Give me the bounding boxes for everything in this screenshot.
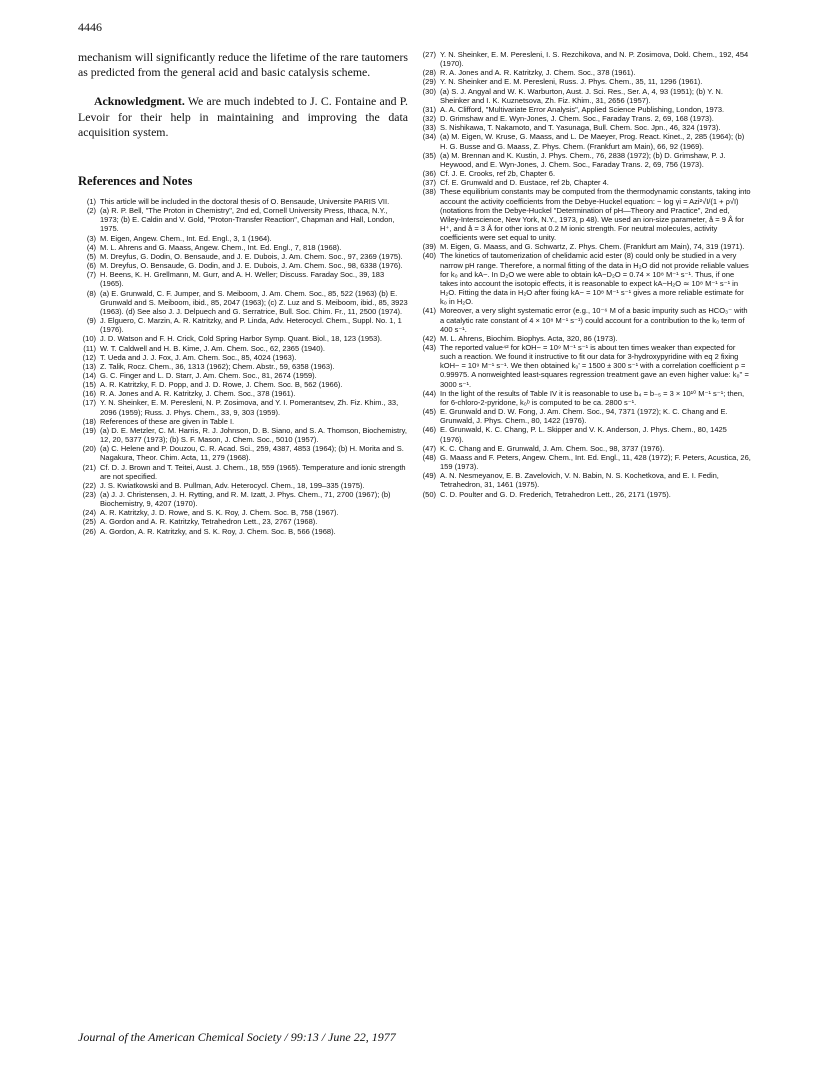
reference-item <box>78 527 408 536</box>
reference-number: (10) <box>82 334 96 344</box>
reference-text: References of these are given in Table I. <box>100 416 235 426</box>
reference-item <box>418 50 752 68</box>
reference-number: (15) <box>82 380 96 390</box>
reference-text: (a) J. J. Christensen, J. H. Rytting, and R. M. Izatt, J. Phys. Chem., 71, 2700 (1967); (b) Biochemistry, 9, 4207 (1970). <box>100 490 391 509</box>
reference-item <box>78 426 408 444</box>
reference-item <box>78 380 408 389</box>
reference-number: (49) <box>422 471 436 481</box>
reference-item <box>78 344 408 353</box>
reference-text: T. Ueda and J. J. Fox, J. Am. Chem. Soc., 85, 4024 (1963). <box>100 352 297 362</box>
reference-number: (23) <box>82 490 96 500</box>
reference-text: S. Nishikawa, T. Nakamoto, and T. Yasunaga, Bull. Chem. Soc. Jpn., 46, 324 (1973). <box>440 123 721 133</box>
reference-item <box>78 289 408 316</box>
reference-text: A. Gordon and A. R. Katritzky, Tetrahedron Lett., 23, 2767 (1968). <box>100 517 318 527</box>
reference-text: Z. Talik, Rocz. Chem., 36, 1313 (1962); Chem. Abstr., 59, 6358 (1963). <box>100 361 335 371</box>
reference-item <box>78 334 408 343</box>
reference-text: A. N. Nesmeyanov, E. B. Zavelovich, V. N. Babin, N. S. Kochetkova, and E. I. Fedin, Tetrahedron, 31, 1461 (1975). <box>440 471 719 490</box>
reference-item <box>78 252 408 261</box>
reference-number: (2) <box>86 206 96 216</box>
reference-text: D. Grimshaw and E. Wyn-Jones, J. Chem. Soc., Faraday Trans. 2, 69, 168 (1973). <box>440 114 714 124</box>
reference-text: R. A. Jones and A. R. Katritzky, J. Chem. Soc., 378 (1961). <box>100 389 296 399</box>
reference-text: M. Dreyfus, O. Bensaude, G. Dodin, and J. E. Dubois, J. Am. Chem. Soc., 98, 6338 (1976). <box>100 261 403 271</box>
reference-number: (3) <box>86 233 96 243</box>
reference-text: E. Grunwald, K. C. Chang, P. L. Skipper and V. K. Anderson, J. Phys. Chem., 80, 1425 (1976). <box>440 425 727 444</box>
reference-item <box>418 68 752 77</box>
reference-item <box>418 114 752 123</box>
reference-item <box>78 197 408 206</box>
reference-item <box>418 425 752 443</box>
reference-item <box>418 444 752 453</box>
acknowledgment-text: We are much indebted to J. C. Fontaine and P. Levoir for their help in maintaining and improving the data acquisition system. <box>78 94 408 139</box>
reference-number: (39) <box>422 242 436 252</box>
reference-item <box>418 87 752 105</box>
reference-number: (17) <box>82 398 96 408</box>
reference-text: The kinetics of tautomerization of chelidamic acid ester (8) could only be studied in a very narrow pH range. Therefore, a normal fitting of the data in H₂O did not provide reliable values for k₀ and kA−. In D₂O we were able to obtain kA−D₂O = 0.74 × 10⁸ M⁻¹ s⁻¹. Thus, if one takes into account the isotopic effects, it is reasonable to expect kA−H₂O ≃ 10⁸ M⁻¹ s⁻¹ in H₂O. Fitting the data in H₂O after fixing kA− = 10⁸ M⁻¹ s⁻¹ gives a more reliable estimate for k₀ in H₂O. <box>440 251 749 307</box>
reference-number: (36) <box>422 169 436 179</box>
reference-item <box>78 353 408 362</box>
reference-text: Y. N. Sheinker and E. M. Peresleni, Russ. J. Phys. Chem., 35, 11, 1296 (1961). <box>440 77 703 87</box>
reference-item <box>418 490 752 499</box>
reference-text: R. A. Jones and A. R. Katritzky, J. Chem. Soc., 378 (1961). <box>440 68 636 78</box>
reference-item <box>418 242 752 251</box>
reference-number: (8) <box>86 288 96 298</box>
reference-number: (4) <box>86 242 96 252</box>
reference-text: Moreover, a very slight systematic error (e.g., 10⁻⁶ M of a basic impurity such as HCO₃⁻ with a catalytic rate constant of 4 × 10⁸ M⁻¹ s⁻¹) could account for a contribution to the k₀ term of 400 s⁻¹. <box>440 306 748 334</box>
reference-text: Cf. D. J. Brown and T. Teitei, Aust. J. Chem., 18, 559 (1965). Temperature and ionic strength are not specified. <box>100 462 406 481</box>
reference-item <box>418 105 752 114</box>
reference-number: (18) <box>82 416 96 426</box>
reference-text: J. S. Kwiatkowski and B. Pullman, Adv. Heterocycl. Chem., 18, 199–335 (1975). <box>100 480 365 490</box>
reference-number: (13) <box>82 361 96 371</box>
reference-item <box>78 517 408 526</box>
reference-item <box>418 407 752 425</box>
reference-item <box>78 234 408 243</box>
reference-number: (47) <box>422 443 436 453</box>
reference-text: G. C. Finger and L. D. Starr, J. Am. Chem. Soc., 81, 2674 (1959). <box>100 370 317 380</box>
reference-item <box>78 316 408 334</box>
reference-number: (1) <box>86 197 96 207</box>
reference-number: (38) <box>422 187 436 197</box>
reference-text: J. Elguero, C. Marzin, A. R. Katritzky, and P. Linda, Adv. Heterocycl. Chem., Suppl. No. 1, 1 (1976). <box>100 316 402 335</box>
reference-text: A. Gordon, A. R. Katritzky, and S. K. Roy, J. Chem. Soc. B, 566 (1968). <box>100 526 336 536</box>
reference-number: (35) <box>422 150 436 160</box>
reference-text: Y. N. Sheinker, E. M. Peresleni, I. S. Rezchikova, and N. P. Zosimova, Dokl. Chem., 192, 454 (1970). <box>440 50 749 69</box>
reference-text: A. R. Katritzky, F. D. Popp, and J. D. Rowe, J. Chem. Soc. B, 562 (1966). <box>100 380 343 390</box>
reference-number: (14) <box>82 370 96 380</box>
reference-item <box>418 251 752 306</box>
reference-number: (32) <box>422 114 436 124</box>
reference-item <box>418 123 752 132</box>
reference-number: (40) <box>422 251 436 261</box>
reference-number: (20) <box>82 444 96 454</box>
reference-text: M. L. Ahrens, Biochim. Biophys. Acta, 320, 86 (1973). <box>440 333 618 343</box>
reference-text: This article will be included in the doctoral thesis of O. Bensaude, Universite PARIS VII. <box>100 197 390 207</box>
reference-item <box>78 490 408 508</box>
references-heading: References and Notes <box>78 174 193 189</box>
reference-text: Y. N. Sheinker, E. M. Peresleni, N. P. Zosimova, and Y. I. Pomerantsev, Zh. Fiz. Khim., 33, 2096 (1959); Russ. J. Phys. Chem., 33, 9, 303 (1959). <box>100 398 399 417</box>
reference-number: (48) <box>422 452 436 462</box>
reference-number: (41) <box>422 306 436 316</box>
acknowledgment-paragraph <box>78 94 408 140</box>
reference-item <box>418 343 752 389</box>
reference-number: (6) <box>86 261 96 271</box>
reference-text: M. Eigen, G. Maass, and G. Schwartz, Z. Phys. Chem. (Frankfurt am Main), 74, 319 (1971). <box>440 242 745 252</box>
reference-text: M. Eigen, Angew. Chem., Int. Ed. Engl., 3, 1 (1964). <box>100 233 272 243</box>
reference-item <box>78 270 408 288</box>
reference-item <box>78 481 408 490</box>
reference-item <box>78 371 408 380</box>
reference-number: (30) <box>422 86 436 96</box>
reference-number: (24) <box>82 508 96 518</box>
reference-number: (19) <box>82 425 96 435</box>
acknowledgment-label: Acknowledgment. <box>94 94 185 109</box>
intro-paragraph: mechanism will significantly reduce the lifetime of the rare tautomers as predicted from the general acid and basic catalysis scheme. <box>78 50 408 80</box>
reference-item <box>418 389 752 407</box>
reference-text: M. L. Ahrens and G. Maass, Angew. Chem., Int. Ed. Engl., 7, 818 (1968). <box>100 242 342 252</box>
right-column <box>418 50 752 499</box>
references-list-left <box>78 197 408 536</box>
reference-item <box>78 417 408 426</box>
reference-text: Cf. J. E. Crooks, ref 2b, Chapter 6. <box>440 169 556 179</box>
reference-number: (21) <box>82 462 96 472</box>
references-list-right <box>418 50 752 499</box>
reference-text: M. Dreyfus, G. Dodin, O. Bensaude, and J. E. Dubois, J. Am. Chem. Soc., 97, 2369 (1975). <box>100 251 403 261</box>
reference-text: K. C. Chang and E. Grunwald, J. Am. Chem. Soc., 98, 3737 (1976). <box>440 443 665 453</box>
reference-number: (34) <box>422 132 436 142</box>
reference-text: H. Beens, K. H. Grellmann, M. Gurr, and A. H. Weller; Discuss. Faraday Soc., 39, 183 (1965). <box>100 270 385 289</box>
reference-item <box>78 261 408 270</box>
reference-number: (42) <box>422 333 436 343</box>
reference-number: (46) <box>422 425 436 435</box>
reference-item <box>418 334 752 343</box>
page-number: 4446 <box>78 20 102 34</box>
reference-item <box>418 77 752 86</box>
reference-number: (28) <box>422 68 436 78</box>
reference-item <box>78 206 408 233</box>
reference-number: (31) <box>422 104 436 114</box>
reference-text: G. Maass and F. Peters, Angew. Chem., Int. Ed. Engl., 11, 428 (1972); F. Peters, Acustica, 26, 159 (1973). <box>440 452 751 472</box>
reference-number: (44) <box>422 388 436 398</box>
reference-text: The reported value⁴² for kOH− = 10⁹ M⁻¹ s⁻¹ is about ten times weaker than expected for such a reaction. We found it instructive to fit our data for 3-hydroxypyridine with eq 2 fixing kOH− = 10⁹ M⁻¹ s⁻¹. We then obtained k₀' = 1500 ± 300 s⁻¹ with a correlation coefficient ρ = 0.99975. A nonweighted least-squares regression treatment gave an even higher value: k₀'' = 3000 s⁻¹. <box>440 343 749 389</box>
reference-text: (a) M. Eigen, W. Kruse, G. Maass, and L. De Maeyer, Prog. React. Kinet., 2, 285 (1964); (b) H. G. Busse and G. Maass, Z. Phys. Chem. (Frankfurt am Main), 66, 92 (1969). <box>440 132 745 151</box>
reference-number: (12) <box>82 352 96 362</box>
reference-text: A. A. Clifford, "Multivariate Error Analysis", Applied Science Publishing, London, 1973. <box>440 104 725 114</box>
reference-text: (a) S. J. Angyal and W. K. Warburton, Aust. J. Sci. Res., Ser. A, 4, 93 (1951); (b) Y. N. Sheinker and I. K. Kuznetsova, Zh. Fiz. Khim., 31, 2656 (1957). <box>440 86 723 105</box>
reference-text: J. D. Watson and F. H. Crick, Cold Spring Harbor Symp. Quant. Biol., 18, 123 (1953). <box>100 334 382 344</box>
reference-text: These equilibrium constants may be computed from the thermodynamic constants, taking into account the activity coefficients from the Debye-Huckel equation: − log γi = Azi²√I/(1 + ρ√I) (notations from the Debye-Huckel "Determination of pH—Theory and Practice", 2nd ed, Wiley-Interscience, New York, N.Y., 1973, p 48). We used an ion-size parameter, å = 9 Å for H⁺, and å = 3 Å for other ions at 0.2 M ionic strength. For neutral molecules, activity coefficients were set equal to unity. <box>440 187 751 243</box>
reference-number: (25) <box>82 517 96 527</box>
reference-number: (43) <box>422 343 436 352</box>
reference-text: (a) D. E. Metzler, C. M. Harris, R. J. Johnson, D. B. Siano, and S. A. Thomson, Biochemistry, 12, 20, 5377 (1973); (b) S. F. Mason, J. Chem. Soc., 5010 (1957). <box>100 425 407 445</box>
reference-number: (7) <box>86 270 96 280</box>
reference-item <box>418 471 752 489</box>
reference-item <box>78 508 408 517</box>
reference-item <box>78 463 408 481</box>
reference-item <box>418 132 752 150</box>
reference-text: (a) E. Grunwald, C. F. Jumper, and S. Meiboom, J. Am. Chem. Soc., 85, 522 (1963) (b) E. Grunwald and S. Meiboom, ibid., 85, 2047 (1963); (c) Z. Luz and S. Meiboom, ibid., 85, 3923 (1963). (d) See also J. J. Delpuech and G. Serratrice, Bull. Soc. Chim. Fr., 11, 2500 (1974). <box>100 288 408 316</box>
reference-item <box>418 169 752 178</box>
reference-number: (22) <box>82 480 96 490</box>
reference-item <box>78 389 408 398</box>
reference-text: (a) M. Brennan and K. Kustin, J. Phys. Chem., 76, 2838 (1972); (b) D. Grimshaw, P. J. Heywood, and E. Wyn-Jones, J. Chem. Soc., Faraday Trans. 2, 69, 756 (1973). <box>440 150 726 169</box>
reference-number: (26) <box>82 526 96 536</box>
reference-text: W. T. Caldwell and H. B. Kime, J. Am. Chem. Soc., 62, 2365 (1940). <box>100 343 325 353</box>
reference-item <box>418 453 752 471</box>
reference-number: (16) <box>82 389 96 399</box>
reference-number: (29) <box>422 77 436 87</box>
reference-number: (50) <box>422 489 436 499</box>
reference-text: In the light of the results of Table IV it is reasonable to use b₄ = b₋₅ = 3 × 10¹⁰ M⁻¹ s⁻¹; then, for 6-chloro-2-pyridone, k₀ᵇ is computed to be ca. 2800 s⁻¹. <box>440 388 745 407</box>
reference-text: A. R. Katritzky, J. D. Rowe, and S. K. Roy, J. Chem. Soc. B, 758 (1967). <box>100 508 339 518</box>
reference-text: (a) C. Helene and P. Douzou, C. R. Acad. Sci., 259, 4387, 4853 (1964); (b) H. Morita and S. Nagakura, Theor. Chim. Acta, 11, 279 (1968). <box>100 444 404 463</box>
reference-item <box>78 362 408 371</box>
reference-number: (9) <box>86 316 96 326</box>
reference-item <box>418 151 752 169</box>
reference-item <box>418 306 752 333</box>
reference-item <box>418 187 752 242</box>
reference-text: (a) R. P. Bell, "The Proton in Chemistry", 2nd ed, Cornell University Press, Ithaca, N.Y., 1973; (b) E. Caldin and V. Gold, "Proton-Transfer Reaction", Chapman and Hall, London, 1975. <box>100 206 395 234</box>
reference-item <box>78 444 408 462</box>
reference-text: Cf. E. Grunwald and D. Eustace, ref 2b, Chapter 4. <box>440 178 609 188</box>
reference-number: (5) <box>86 251 96 261</box>
journal-footer: Journal of the American Chemical Society / 99:13 / June 22, 1977 <box>78 1030 396 1044</box>
reference-item <box>78 398 408 416</box>
reference-number: (33) <box>422 123 436 133</box>
reference-item <box>418 178 752 187</box>
reference-text: E. Grunwald and D. W. Fong, J. Am. Chem. Soc., 94, 7371 (1972); K. C. Chang and E. Grunwald, J. Phys. Chem., 80, 1422 (1976). <box>440 407 728 426</box>
reference-text: C. D. Poulter and G. D. Frederich, Tetrahedron Lett., 26, 2171 (1975). <box>440 489 671 499</box>
reference-item <box>78 243 408 252</box>
reference-number: (11) <box>83 343 96 353</box>
reference-number: (27) <box>422 50 436 59</box>
reference-number: (45) <box>422 407 436 417</box>
left-column <box>78 50 408 536</box>
reference-number: (37) <box>422 178 436 188</box>
